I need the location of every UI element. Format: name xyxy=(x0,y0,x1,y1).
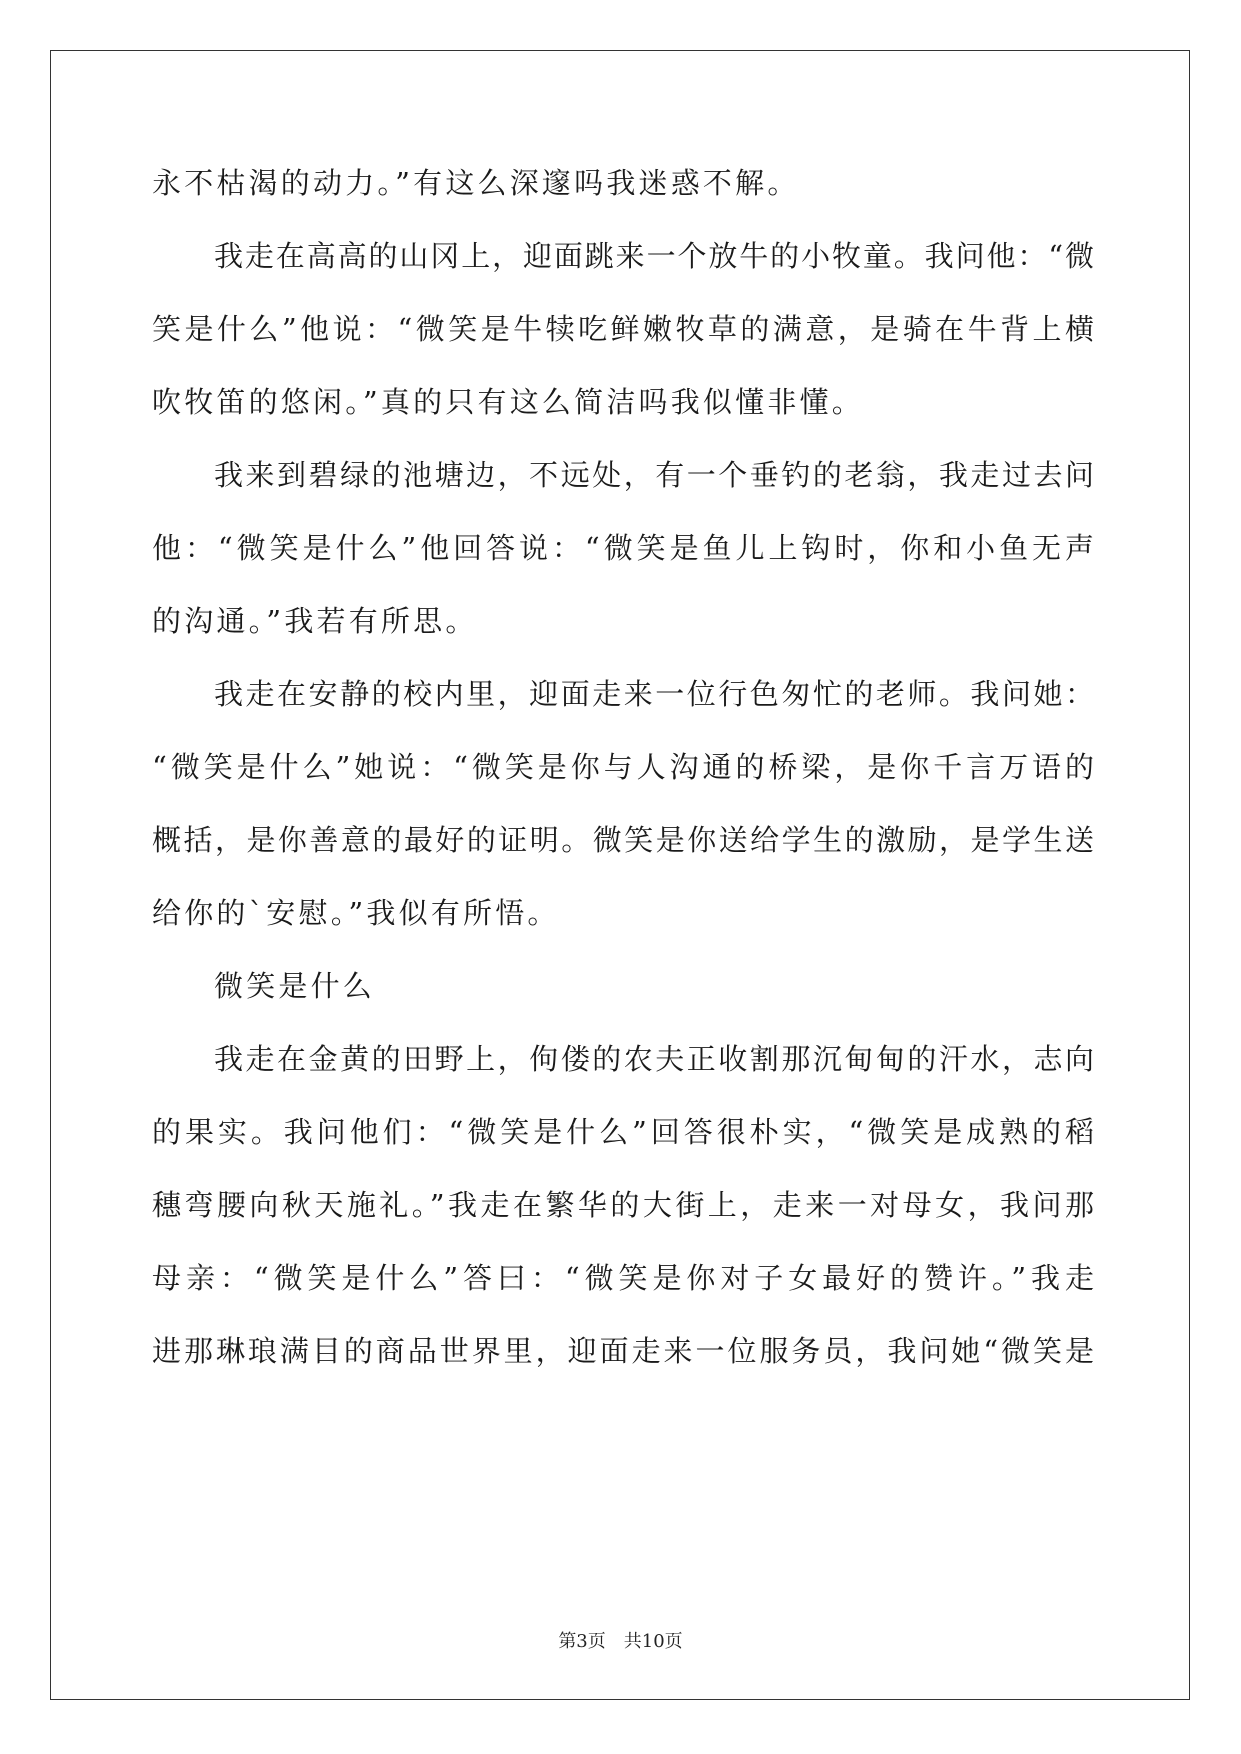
text-line: 给你的`安慰。”我似有所悟。 xyxy=(152,896,560,930)
text-line: 我走在金黄的田野上，佝偻的农夫正收割那沉甸甸的汗水，志向 xyxy=(214,1042,1094,1076)
text-line: 概括，是你善意的最好的证明。微笑是你送给学生的激励，是学生送 xyxy=(152,823,1094,857)
text-line: 吹牧笛的悠闲。”真的只有这么简洁吗我似懂非懂。 xyxy=(152,385,864,419)
page-footer xyxy=(0,1627,1241,1653)
page-number: 第3页 xyxy=(558,1631,606,1652)
page-total: 共10页 xyxy=(623,1631,683,1652)
text-line: 穗弯腰向秋天施礼。”我走在繁华的大街上，走来一对母女，我问那 xyxy=(152,1188,1094,1222)
text-line: “微笑是什么”她说：“微笑是你与人沟通的桥梁，是你千言万语的 xyxy=(152,750,1094,784)
text-line: 笑是什么”他说：“微笑是牛犊吃鲜嫩牧草的满意，是骑在牛背上横 xyxy=(152,312,1094,346)
section-heading: 微笑是什么 xyxy=(214,969,376,1003)
text-line: 进那琳琅满目的商品世界里，迎面走来一位服务员，我问她“微笑是 xyxy=(152,1334,1094,1368)
text-line: 我走在高高的山冈上，迎面跳来一个放牛的小牧童。我问他：“微 xyxy=(214,239,1094,273)
page-border xyxy=(50,50,1190,1700)
text-line: 的沟通。”我若有所思。 xyxy=(152,604,478,638)
text-line: 他：“微笑是什么”他回答说：“微笑是鱼儿上钩时，你和小鱼无声 xyxy=(152,531,1094,565)
text-line: 母亲：“微笑是什么”答曰：“微笑是你对子女最好的赞许。”我走 xyxy=(152,1261,1094,1295)
text-line: 我走在安静的校内里，迎面走来一位行色匆忙的老师。我问她： xyxy=(214,677,1094,711)
text-line: 我来到碧绿的池塘边，不远处，有一个垂钓的老翁，我走过去问 xyxy=(214,458,1094,492)
text-line: 永不枯渴的动力。”有这么深邃吗我迷惑不解。 xyxy=(152,166,800,200)
text-line: 的果实。我问他们：“微笑是什么”回答很朴实，“微笑是成熟的稻 xyxy=(152,1115,1094,1149)
